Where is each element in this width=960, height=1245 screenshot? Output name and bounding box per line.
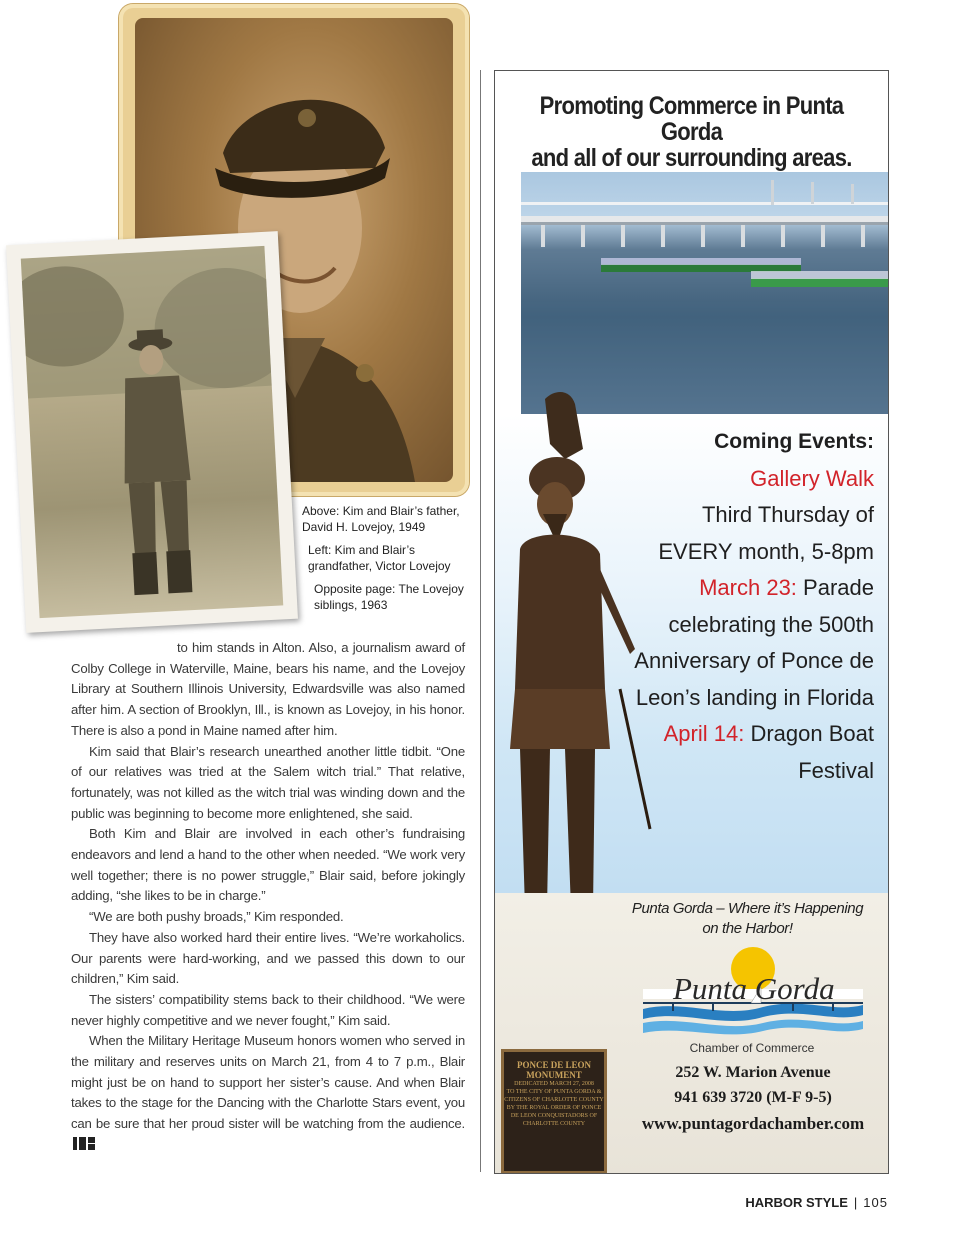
- grandfather-portrait-illustration: [21, 246, 284, 618]
- event-dragon-boat-text: Dragon Boat Festival: [750, 721, 874, 783]
- ad-headline-line1: Promoting Commerce in Punta Gorda: [539, 92, 844, 146]
- column-divider: [480, 70, 481, 1172]
- plaque-body: TO THE CITY OF PUNTA GORDA & CITIZENS OF CHARLOTTE COUNTY BY THE ROYAL ORDER OF PONCE DE LEON CONQUISTADORS OF CHARLOTTE COUNTY: [504, 1089, 604, 1127]
- event-parade-date: March 23:: [699, 575, 797, 600]
- article-paragraph-text: When the Military Heritage Museum honors women who served in the military and reserves units on March 21, from 4 to 7 p.m., Blair might just be on hand to support her sister’s cause. And when Blair takes to the stage for the Dancing with the Charlotte Stars event, you can be sure that her proud sister will be watching from the audience.: [71, 1033, 465, 1132]
- chamber-phone: 941 639 3720 (M-F 9-5): [674, 1089, 832, 1106]
- caption-grandfather: Left: Kim and Blair’s grandfather, Victor Lovejoy: [308, 543, 451, 573]
- article-paragraph: to him stands in Alton. Also, a journalism award of Colby College in Waterville, Maine, bears his name, and the Lovejoy Library at Southern Illinois University, Edwardsville was also named after him. A section of Brooklyn, Ill., is known as Lovejoy, in his honor. There is also a pond in Maine named after him.: [71, 640, 465, 738]
- chamber-address: 252 W. Marion Avenue: [675, 1064, 831, 1081]
- coming-events: [624, 424, 874, 789]
- chamber-advertisement: [494, 70, 889, 1174]
- event-dragon-boat: [624, 716, 874, 789]
- page-number: 105: [863, 1195, 888, 1210]
- caption-father: Above: Kim and Blair’s father, David H. Lovejoy, 1949: [302, 504, 460, 534]
- ad-tagline: Punta Gorda – Where it’s Happening on the Harbor!: [631, 900, 864, 937]
- photo-victor-lovejoy: [6, 231, 298, 633]
- event-parade: [624, 570, 874, 716]
- caption-opposite-page: Opposite page: The Lovejoy siblings, 1963: [314, 582, 464, 612]
- footer-separator: |: [853, 1195, 858, 1210]
- event-parade-text: Parade celebrating the 500th Anniversary of Ponce de Leon’s landing in Florida: [634, 575, 874, 710]
- magazine-name: HARBOR STYLE: [745, 1195, 848, 1210]
- dragon-boat-photo: [521, 172, 888, 414]
- article-paragraph-last: [71, 1031, 465, 1155]
- ad-headline: [519, 93, 865, 171]
- events-heading: Coming Events:: [714, 430, 874, 453]
- article-paragraph: Kim said that Blair’s research unearthed another little tidbit. “One of our relatives was tried at the Salem witch trial.” That relative, fortunately, was not killed as the witch trial was winding down and the public was beginning to become more enlightened, she said.: [71, 743, 465, 821]
- article-paragraph: The sisters’ compatibility stems back to their childhood. “We were never highly competitive and we never fought,” Kim said.: [71, 991, 465, 1028]
- logo-wordmark: Punta Gorda: [673, 971, 835, 1006]
- plaque-dedicated: DEDICATED MARCH 27, 2008: [514, 1081, 594, 1087]
- article-body: [71, 638, 465, 1156]
- ad-headline-line2: and all of our surrounding areas.: [531, 144, 852, 172]
- chamber-website[interactable]: www.puntagordachamber.com: [641, 1114, 865, 1133]
- monument-plaque: [501, 1049, 607, 1174]
- end-of-article-icon: [73, 1137, 95, 1150]
- page-footer: [745, 1195, 888, 1210]
- plaque-title: PONCE DE LEON MONUMENT: [516, 1060, 591, 1080]
- event-dragon-boat-date: April 14:: [663, 721, 745, 746]
- bridge-and-boats-illustration: [521, 172, 888, 414]
- article-paragraph: Both Kim and Blair are involved in each other’s fundraising endeavors and lend a hand to the other when needed. “We work very well together; there is no power struggle,” Blair said, before jokingly adding, “she likes to be in charge.”: [71, 826, 465, 904]
- article-paragraph: “We are both pushy broads,” Kim responded.: [89, 909, 344, 925]
- event-gallery-walk-text: Third Thursday of EVERY month, 5-8pm: [658, 502, 874, 564]
- article-paragraph: They have also worked hard their entire lives. “We’re workaholics. Our parents were hard-working, and we passed this down to our children,” Kim said.: [71, 929, 465, 987]
- chamber-of-commerce-label: Chamber of Commerce: [689, 1041, 815, 1055]
- event-gallery-walk-title: Gallery Walk: [750, 465, 874, 491]
